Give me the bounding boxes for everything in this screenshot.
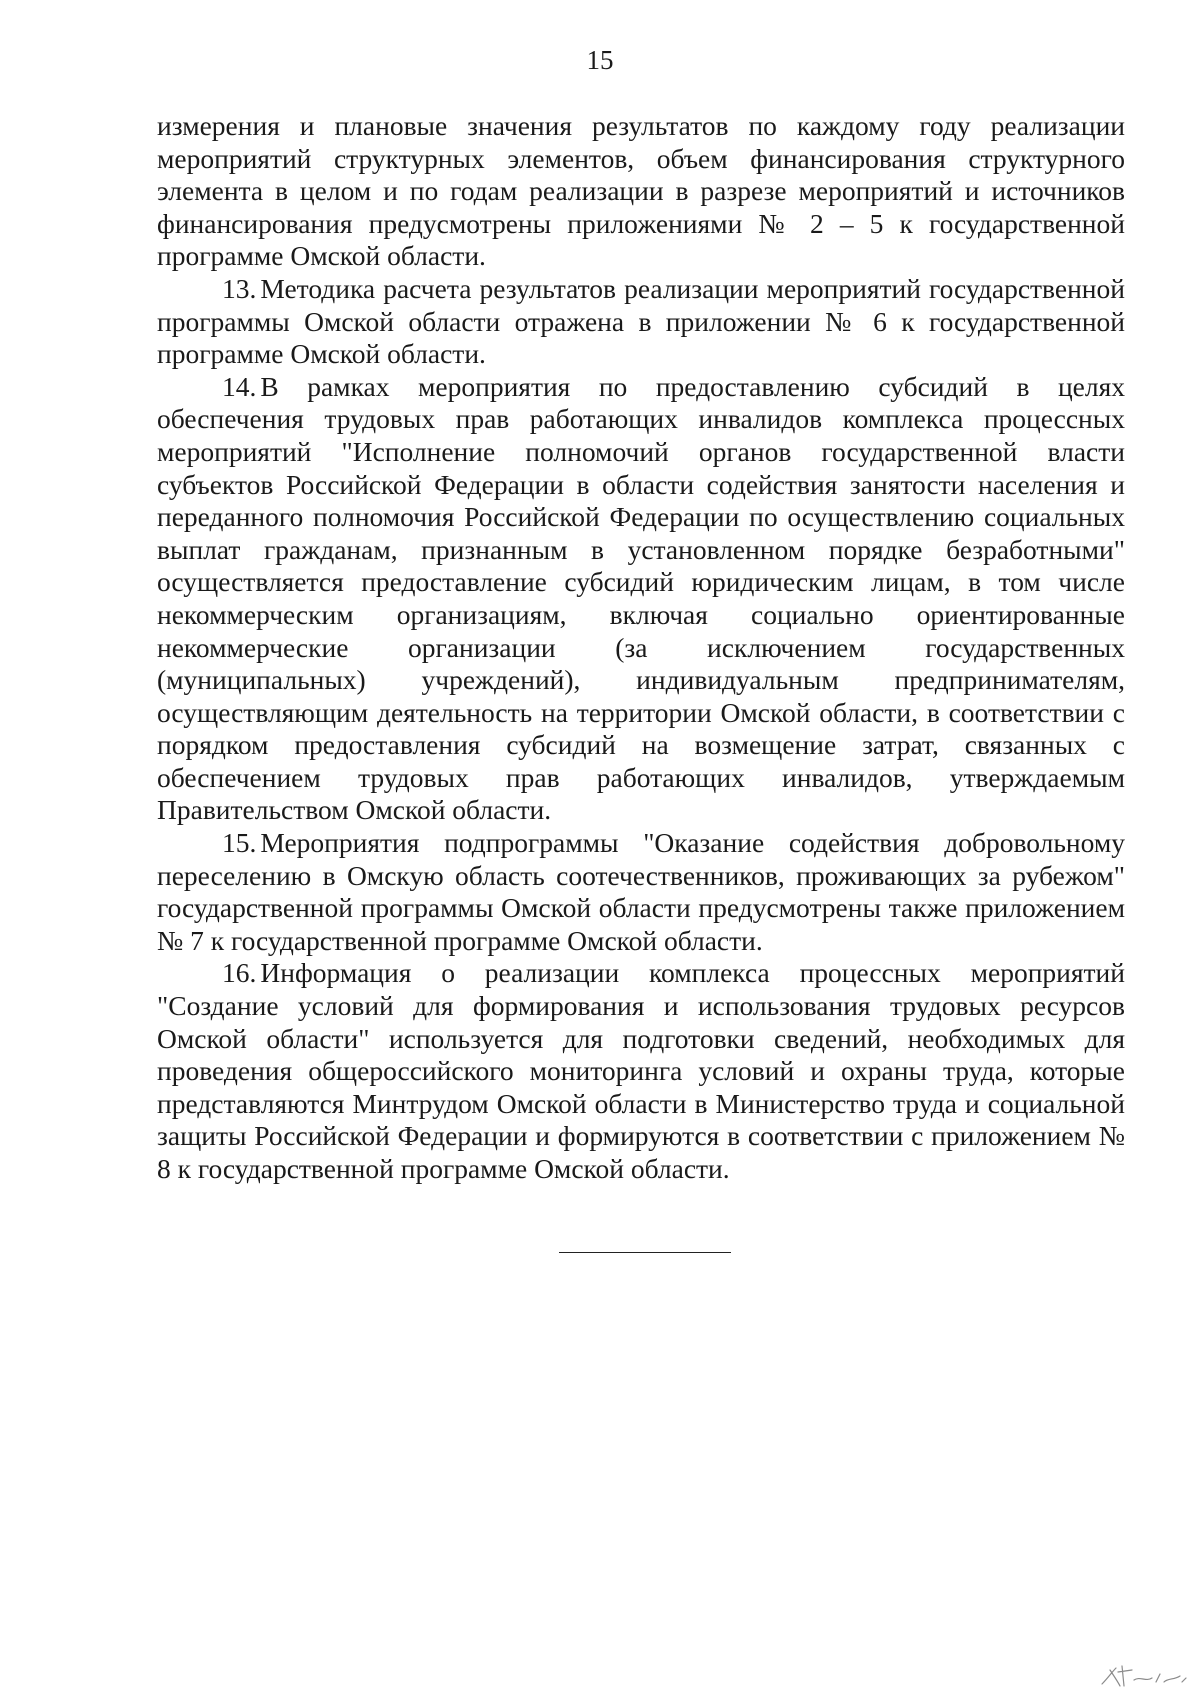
paragraph-13 [157, 273, 1125, 371]
paragraph-text: измерения и плановые значения результатов по каждому году реализации мероприятий структурных элементов, объем финансирования структурного элемента в целом и по годам реализации в разрезе мероприятий и источников финансирования предусмотрены приложениями № 2 – 5 к государственной программе Омской области. [157, 110, 1125, 272]
document-body [157, 110, 1125, 1186]
paragraph-15 [157, 827, 1125, 957]
paragraph-continuation [157, 110, 1125, 273]
page-number: 15 [586, 45, 614, 75]
paragraph-text: В рамках мероприятия по предоставлению субсидий в целях обеспечения трудовых прав работающих инвалидов комплекса процессных мероприятий "Исполнение полномочий органов государственной власти субъектов Российской Федерации в области содействия занятости населения и переданного полномочия Российской Федерации по осуществлению социальных выплат гражданам, признанным в установленном порядке безработными" осуществляется предоставление субсидий юридическим лицам, в том числе некоммерческим организациям, включая социально ориентированные некоммерческие организации (за исключением государственных (муниципальных) учреждений), индивидуальным предпринимателям, осуществляющим деятельность на территории Омской области, в соответствии с порядком предоставления субсидий на возмещение затрат, связанных с обеспечением трудовых прав работающих инвалидов, утверждаемым Правительством Омской области. [157, 370, 1125, 826]
handwritten-initials-mark [1098, 1660, 1190, 1690]
paragraph-number: 14. [222, 370, 257, 402]
paragraph-text: Информация о реализации комплекса процессных мероприятий "Создание условий для формирования и использования трудовых ресурсов Омской области" используется для подготовки сведений, необходимых для проведения общероссийского мониторинга условий и охраны труда, которые представляются Минтрудом Омской области в Министерство труда и социальной защиты Российской Федерации и формируются в соответствии с приложением № 8 к государственной программе Омской области. [157, 957, 1125, 1184]
paragraph-16 [157, 957, 1125, 1185]
paragraph-14 [157, 371, 1125, 827]
paragraph-number: 13. [222, 272, 257, 304]
end-separator-line [559, 1252, 731, 1253]
paragraph-number: 15. [222, 827, 257, 859]
paragraph-text: Методика расчета результатов реализации мероприятий государственной программы Омской области отражена в приложении № 6 к государственной программе Омской области. [157, 272, 1125, 370]
paragraph-text: Мероприятия подпрограммы "Оказание содействия добровольному переселению в Омскую область соотечественников, проживающих за рубежом" государственной программы Омской области предусмотрены также приложением № 7 к государственной программе Омской области. [157, 827, 1125, 956]
paragraph-number: 16. [222, 957, 257, 989]
